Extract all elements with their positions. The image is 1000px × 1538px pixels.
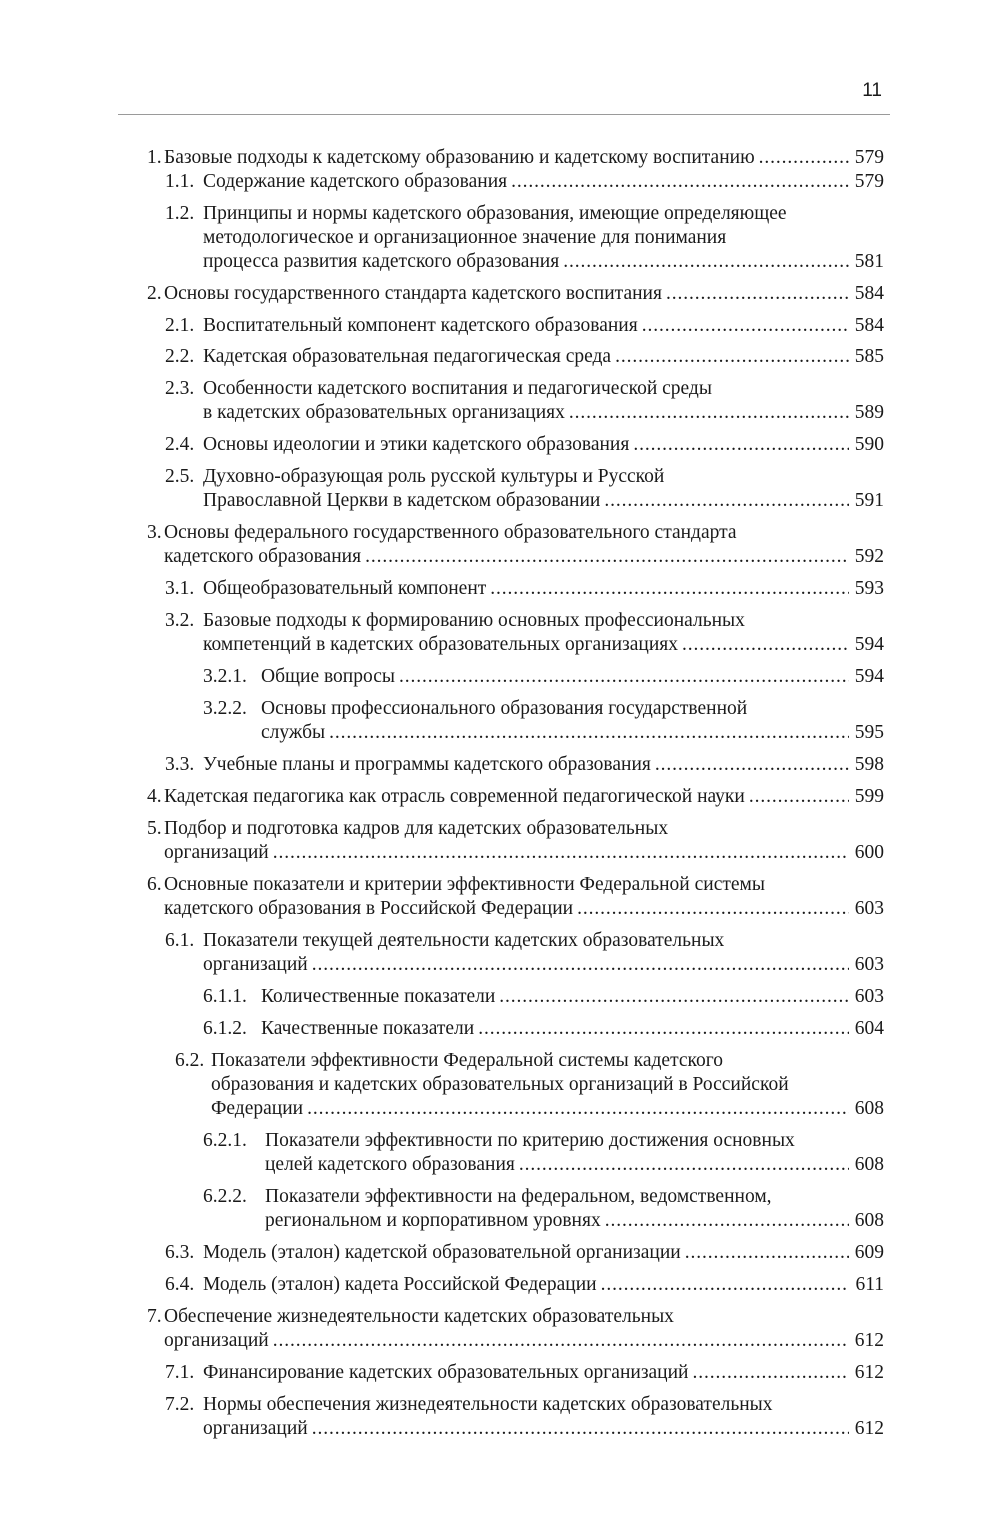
- toc-entry-page: 598: [854, 754, 884, 775]
- toc-entry-page: 589: [854, 402, 884, 423]
- toc-entry-title-line: Основы профессионального образования государственной: [261, 698, 748, 719]
- toc-dot-leader: [312, 1417, 849, 1441]
- toc-entry-title-line: организаций: [203, 1418, 308, 1439]
- toc-dot-leader: [577, 897, 849, 921]
- toc-entry-title-line: Показатели текущей деятельности кадетских образовательных: [203, 930, 725, 951]
- toc-dot-leader: [759, 146, 849, 170]
- toc-entry-title-line: организаций: [203, 954, 308, 975]
- toc-entry-page: 603: [854, 986, 884, 1007]
- toc-entry-title-line: Обеспечение жизнедеятельности кадетских образовательных: [164, 1306, 674, 1327]
- toc-entry-title-line: Модель (эталон) кадета Российской Федерации: [203, 1274, 597, 1295]
- toc-dot-leader: [312, 953, 849, 977]
- toc-dot-leader: [365, 545, 849, 569]
- toc-dot-leader: [490, 577, 848, 601]
- toc-entry-page: 594: [854, 634, 884, 655]
- toc-entry-title-line: кадетского образования: [164, 546, 362, 567]
- toc-entry-number: 6.1.1.: [203, 986, 247, 1007]
- toc-entry-title-line: Воспитательный компонент кадетского образования: [203, 315, 638, 336]
- toc-entry-number: 2.: [147, 283, 162, 304]
- toc-entry-number: 2.2.: [165, 346, 195, 367]
- toc-entry-title-line: Содержание кадетского образования: [203, 171, 508, 192]
- toc-entry-page: 612: [854, 1330, 884, 1351]
- toc-dot-leader: [399, 665, 849, 689]
- toc-entry-title-line: Модель (эталон) кадетской образовательной организации: [203, 1242, 681, 1263]
- toc-entry-page: 608: [854, 1210, 884, 1231]
- toc-entry-page: 609: [854, 1242, 884, 1263]
- toc-entry-page: 600: [854, 842, 884, 863]
- toc-entry-title-line: региональном и корпоративном уровнях: [265, 1210, 601, 1231]
- toc-dot-leader: [682, 633, 849, 657]
- toc-entry-page: 603: [854, 898, 884, 919]
- toc-entry-number: 1.2.: [165, 203, 195, 224]
- toc-entry-title-line: организаций: [164, 1330, 269, 1351]
- toc-dot-leader: [693, 1361, 849, 1385]
- toc-entry-title-line: Показатели эффективности по критерию достижения основных: [265, 1130, 795, 1151]
- toc-entry-number: 6.2.1.: [203, 1130, 247, 1151]
- toc-dot-leader: [605, 1209, 849, 1233]
- toc-entry-page: 595: [854, 722, 884, 743]
- toc-dot-leader: [642, 314, 849, 338]
- toc-entry-title-line: Учебные планы и программы кадетского образования: [203, 754, 651, 775]
- toc-entry-page: 590: [854, 434, 884, 455]
- toc-entry-number: 1.1.: [165, 171, 195, 192]
- toc-entry-title-line: Показатели эффективности Федеральной системы кадетского: [211, 1050, 723, 1071]
- toc-entry-number: 6.2.: [175, 1050, 205, 1071]
- toc-dot-leader: [273, 841, 849, 865]
- toc-entry-number: 5.: [147, 818, 162, 839]
- toc-dot-leader: [633, 433, 848, 457]
- toc-entry-number: 1.: [147, 147, 162, 168]
- toc-dot-leader: [666, 282, 849, 306]
- toc-entry-page: 579: [854, 171, 884, 192]
- toc-dot-leader: [685, 1241, 849, 1265]
- toc-dot-leader: [519, 1153, 849, 1177]
- toc-entry-number: 2.1.: [165, 315, 195, 336]
- toc-entry-number: 3.3.: [165, 754, 195, 775]
- toc-dot-leader: [601, 1273, 850, 1297]
- toc-entry-title-line: кадетского образования в Российской Федерации: [164, 898, 574, 919]
- toc-entry-page: 579: [854, 147, 884, 168]
- toc-entry-title-line: организаций: [164, 842, 269, 863]
- toc-entry-page: 608: [854, 1154, 884, 1175]
- toc-entry-number: 7.2.: [165, 1394, 195, 1415]
- toc-entry-page: 603: [854, 954, 884, 975]
- toc-entry-title-line: методологическое и организационное значение для понимания: [203, 227, 727, 248]
- toc-entry-title-line: Особенности кадетского воспитания и педагогической среды: [203, 378, 712, 399]
- toc-entry-page: 611: [855, 1274, 884, 1295]
- toc-entry-title-line: Базовые подходы к формированию основных профессиональных: [203, 610, 745, 631]
- toc-entry-number: 3.2.1.: [203, 666, 247, 687]
- toc-entry-page: 612: [854, 1418, 884, 1439]
- toc-dot-leader: [569, 401, 849, 425]
- toc-entry-title-line: Подбор и подготовка кадров для кадетских образовательных: [164, 818, 669, 839]
- toc-dot-leader: [563, 250, 849, 274]
- toc-entry-number: 4.: [147, 786, 162, 807]
- toc-entry-number: 6.2.2.: [203, 1186, 247, 1207]
- toc-entry-title-line: Показатели эффективности на федеральном, ведомственном,: [265, 1186, 772, 1207]
- toc-entry-title-line: Общеобразовательный компонент: [203, 578, 487, 599]
- toc-entry-number: 3.1.: [165, 578, 195, 599]
- toc-entry-page: 594: [854, 666, 884, 687]
- toc-entry-number: 7.1.: [165, 1362, 195, 1383]
- toc-entry-title-line: образования и кадетских образовательных организаций в Российской: [211, 1074, 789, 1095]
- toc-entry-page: 593: [854, 578, 884, 599]
- toc-entry-title-line: Общие вопросы: [261, 666, 395, 687]
- toc-entry-title-line: Кадетская педагогика как отрасль современной педагогической науки: [164, 786, 745, 807]
- toc-entry-title-line: в кадетских образовательных организациях: [203, 402, 565, 423]
- toc-dot-leader: [604, 489, 848, 513]
- toc-entry-number: 6.4.: [165, 1274, 195, 1295]
- toc-entry-title-line: Основные показатели и критерии эффективности Федеральной системы: [164, 874, 765, 895]
- toc-dot-leader: [499, 985, 848, 1009]
- toc-entry-title-line: Духовно-образующая роль русской культуры и Русской: [203, 466, 665, 487]
- toc-entry-title-line: процесса развития кадетского образования: [203, 251, 560, 272]
- toc-entry-title-line: Принципы и нормы кадетского образования, имеющие определяющее: [203, 203, 787, 224]
- toc-entry-page: 592: [854, 546, 884, 567]
- toc-entry-number: 6.: [147, 874, 162, 895]
- toc-entry-title-line: Нормы обеспечения жизнедеятельности кадетских образовательных: [203, 1394, 773, 1415]
- toc-dot-leader: [273, 1329, 849, 1353]
- toc-entry-page: 581: [854, 251, 884, 272]
- toc-entry-page: 591: [854, 490, 884, 511]
- toc-entry-number: 2.5.: [165, 466, 195, 487]
- toc-entry-page: 612: [854, 1362, 884, 1383]
- toc-entry-page: 584: [854, 283, 884, 304]
- page-number: 11: [862, 80, 882, 101]
- toc-entry-number: 3.2.2.: [203, 698, 247, 719]
- toc-entry-title-line: Кадетская образовательная педагогическая среда: [203, 346, 612, 367]
- toc-entry-number: 3.2.: [165, 610, 195, 631]
- toc-entry-title-line: Финансирование кадетских образовательных организаций: [203, 1362, 689, 1383]
- toc-entry-number: 2.3.: [165, 378, 195, 399]
- toc-dot-leader: [749, 785, 849, 809]
- toc-entry-number: 6.1.: [165, 930, 195, 951]
- toc-entry-title-line: Основы федерального государственного образовательного стандарта: [164, 522, 737, 543]
- toc-dot-leader: [329, 721, 849, 745]
- toc-entry-number: 2.4.: [165, 434, 195, 455]
- toc-entry-number: 7.: [147, 1306, 162, 1327]
- toc-entry-number: 6.1.2.: [203, 1018, 247, 1039]
- toc-entry-title-line: целей кадетского образования: [265, 1154, 515, 1175]
- toc-entry-title-line: Основы государственного стандарта кадетского воспитания: [164, 283, 662, 304]
- toc-entry-number: 3.: [147, 522, 162, 543]
- header-rule: [118, 114, 890, 115]
- toc-dot-leader: [478, 1017, 849, 1041]
- toc-dot-leader: [655, 753, 849, 777]
- toc-entry-title-line: Базовые подходы к кадетскому образованию и кадетскому воспитанию: [164, 147, 755, 168]
- toc-dot-leader: [307, 1097, 849, 1121]
- toc-dot-leader: [615, 345, 849, 369]
- toc-entry-page: 585: [854, 346, 884, 367]
- toc-dot-leader: [511, 170, 849, 194]
- toc-entry-title-line: Православной Церкви в кадетском образовании: [203, 490, 601, 511]
- toc-entry-title-line: Количественные показатели: [261, 986, 496, 1007]
- toc-entry-title-line: Качественные показатели: [261, 1018, 475, 1039]
- toc-entry-page: 584: [854, 315, 884, 336]
- toc-entry-title-line: службы: [261, 722, 326, 743]
- toc-entry-title-line: Основы идеологии и этики кадетского образования: [203, 434, 630, 455]
- toc-entry-title-line: Федерации: [211, 1098, 304, 1119]
- toc-entry-number: 6.3.: [165, 1242, 195, 1263]
- toc-entry-page: 604: [854, 1018, 884, 1039]
- toc-entry-page: 599: [854, 786, 884, 807]
- toc-entry-page: 608: [854, 1098, 884, 1119]
- toc-entry-title-line: компетенций в кадетских образовательных организациях: [203, 634, 678, 655]
